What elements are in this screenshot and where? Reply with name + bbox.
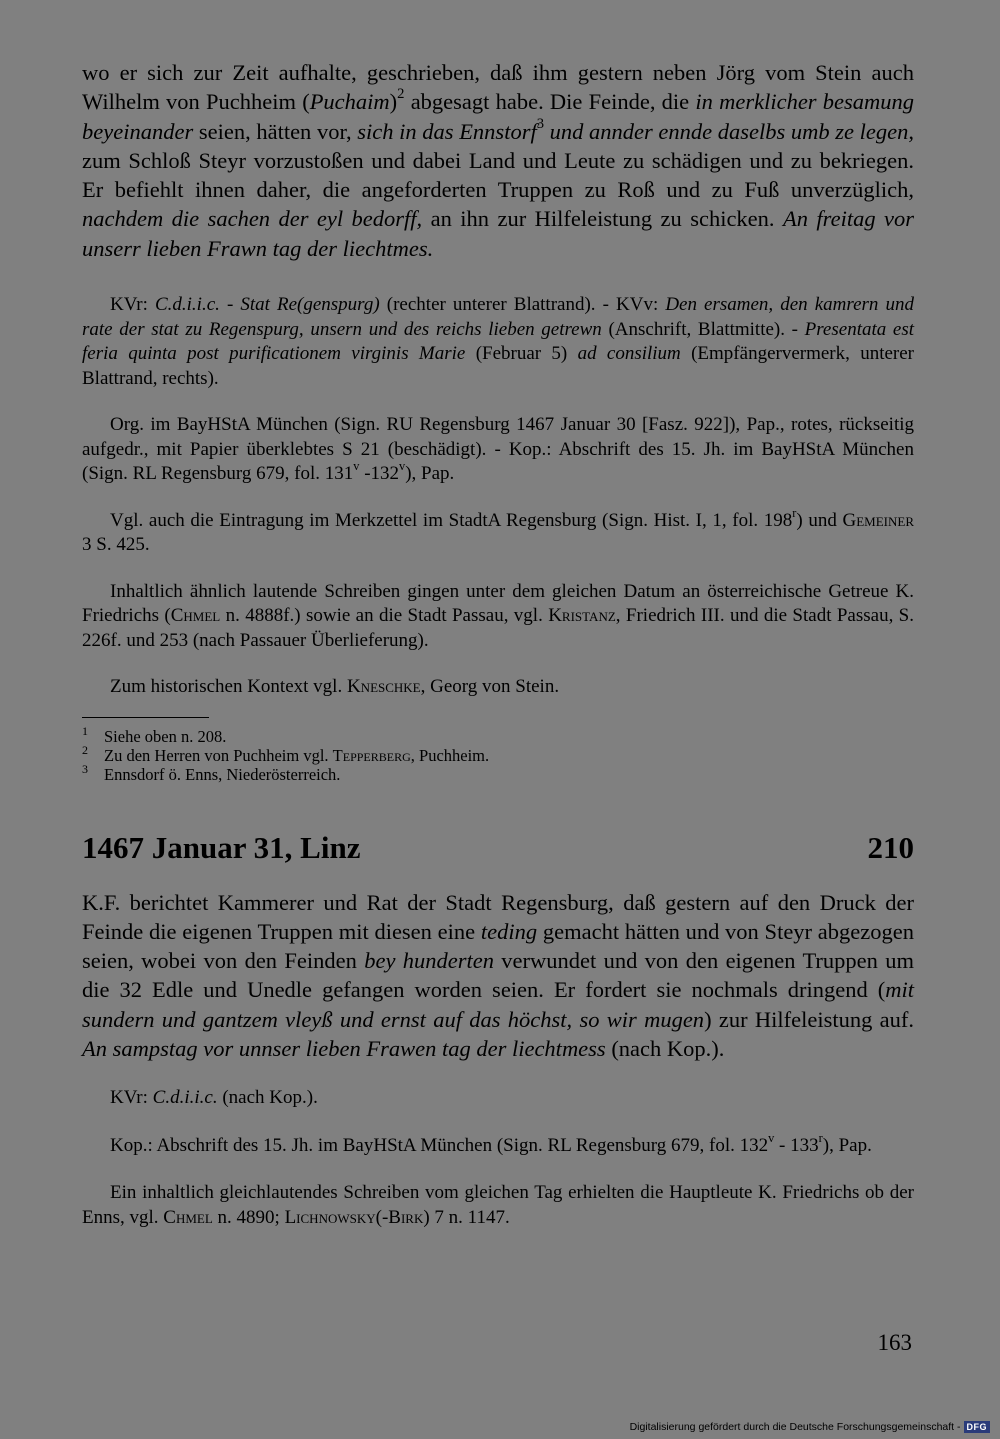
similar-letters-note: Inhaltlich ähnlich lautende Schreiben gingen unter dem gleichen Datum an österreichische Getreue K. Friedrichs (Chmel n. 4888f.) sowie an die Stadt Passau, vgl. Kristanz, Friedrich III. und die Stadt Passau, S. 226f. und 253 (nach Passauer Überlieferung). [82, 580, 915, 651]
vgl-note: Vgl. auch die Eintragung im Merkzettel im StadtA Regensburg (Sign. Hist. I, 1, fol. 198$^r$) und Gemeiner 3 S. 425. [82, 505, 914, 556]
context-note: Zum historischen Kontext vgl. Kneschke, Georg von Stein. [110, 676, 560, 698]
dfg-logo: DFG [964, 1421, 991, 1433]
footnote-ref: 3 [536, 115, 545, 132]
entry-kvr-note: KVr: C.d.i.i.c. (nach Kop.). [110, 1087, 318, 1109]
regest-continuation-paragraph: wo er sich zur Zeit aufhalte, geschrieben, daß ihm gestern neben Jörg vom Stein auch Wilhelm von Puchheim (Puchaim)$^2$ abgesagt habe. Die Feinde, die in merklicher besamung beyeinander seien, hätten vor, sich in das Ennstorf$^3$ und annder ennde daselbs umb ze legen, zum Schloß Steyr vorzustoßen und dabei Land und Leute zu schädigen und zu bekriegen. Er befiehlt ihnen daher, die angeforderten Truppen zu Roß und zu Fuß unverzüglich, nachdem die sachen der eyl bedorff, an ihn zur Hilfeleistung zu schicken. An freitag vor unserr lieben Frawn tag der liechtmes. [82, 60, 915, 261]
entry-number: 210 [867, 829, 914, 865]
entry-heading [82, 830, 914, 866]
credit-text: Digitalisierung gefördert durch die Deutsche Forschungsgemeinschaft - [629, 1421, 961, 1433]
entry-date-place: 1467 Januar 31, Linz [82, 829, 361, 865]
original-source-note: Org. im BayHStA München (Sign. RU Regensburg 1467 Januar 30 [Fasz. 922]), Pap., rotes, rückseitig aufgedr., mit Papier überklebtes S 21 (beschädigt). - Kop.: Abschrift des 15. Jh. im BayHStA München (Sign. RL Regensburg 679, fol. 131$^v$ -132$^v$), Pap. [82, 414, 914, 485]
footnote-divider [82, 717, 209, 718]
regest-paragraph: K.F. berichtet Kammerer und Rat der Stadt Regensburg, daß gestern auf den Druck der Feinde die eigenen Truppen mit diesen eine teding gemacht hätten und von Steyr abgezogen seien, wobei von den Feinden bey hunderten verwundet und von den eigenen Truppen um die 32 Edle und Unedle gefangen worden seien. Er fordert sie nochmals dringend (mit sundern und gantzem vleyß und ernst auf das höchst, so wir mugen) zur Hilfeleistung auf. An sampstag vor unnser lieben Frawen tag der liechtmess (nach Kop.). [82, 889, 914, 1062]
document-page [82, 58, 914, 1230]
entry-similar-letter-note: Ein inhaltlich gleichlautendes Schreiben vom gleichen Tag erhielten die Hauptleute K. Friedrichs ob der Enns, vgl. Chmel n. 4890; Lichnowsky(-Birk) 7 n. 1147. [82, 1182, 914, 1228]
entry-copy-note: Kop.: Abschrift des 15. Jh. im BayHStA München (Sign. RL Regensburg 679, fol. 132$^v$ - 133$^r$), Pap. [110, 1130, 872, 1156]
footnote: 3 Ennsdorf ö. Enns, Niederösterreich. [82, 761, 341, 784]
footnote-ref: 2 [397, 86, 405, 103]
page-number: 163 [877, 1330, 912, 1355]
footnote: 2 Zu den Herren von Puchheim vgl. Tepperberg, Puchheim. [82, 742, 490, 765]
footnote: 1 Siehe oben n. 208. [82, 723, 227, 746]
kvr-note: KVr: C.d.i.i.c. - Stat Re(genspurg) (rechter unterer Blattrand). - KVv: Den ersamen, den kamrern und rate der stat zu Regenspurg, unsern und des reichs lieben getrewn (Anschrift, Blattmitte). - Presentata est feria quinta post purificationem virginis Marie (Februar 5) ad consilium (Empfängervermerk, unterer Blattrand, rechts). [82, 294, 915, 389]
digitization-credit [630, 1421, 990, 1433]
